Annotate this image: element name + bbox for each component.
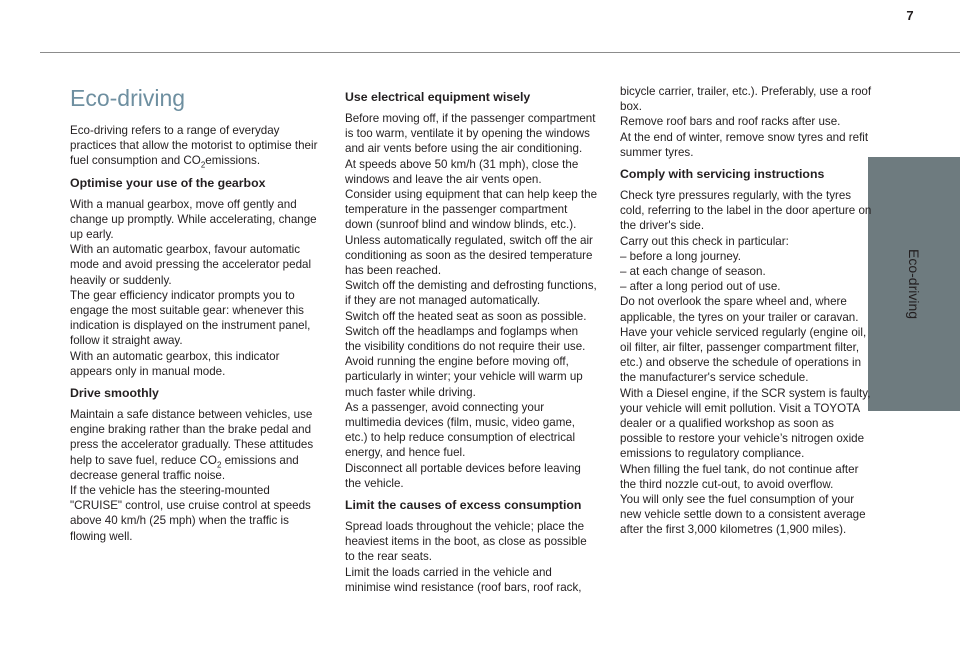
column-right: [620, 84, 872, 544]
intro-subscript: 2: [200, 160, 206, 170]
drive-subscript: 2: [216, 459, 222, 469]
page-title: Eco-driving: [70, 85, 186, 111]
drive-text: Maintain a safe distance between vehicles, use engine braking rather than the brake pedal and press the accelerator gradually. These attitudes help to save fuel, reduce CO: [70, 408, 314, 467]
gearbox-text: With a manual gearbox, move off gently and change up promptly. While accelerating, change up early. With an automatic gearbox, favour automatic mode and avoid pressing the accelerator pedal heavily or suddenly. The gear efficiency indicator prompts you to engage the most suitable gear: whenever this indication is displayed on the instrument panel, follow it straight away. With an automatic gearbox, this indicator appears only in manual mode.: [70, 197, 317, 378]
intro-paragraph: [70, 123, 322, 169]
drive-paragraph: [70, 407, 322, 544]
electrical-text: Before moving off, if the passenger compartment is too warm, ventilate it by opening the windows and air vents before using the air conditioning. At speeds above 50 km/h (31 mph), close the windows and leave the air vents open. Consider using equipment that can help keep the temperature in the passenger compartment down (sunroof blind and window blinds, etc.). Unless automatically regulated, switch off the air conditioning as soon as the desired temperature has been reached. Switch off the demisting and defrosting functions, if they are not managed automatically. Switch off the heated seat as soon as possible. Switch off the headlamps and foglamps when the visibility conditions do not require their use. Avoid running the engine before moving off, particularly in winter; your vehicle will warm up much faster while driving. As a passenger, avoid connecting your multimedia devices (film, music, video game, etc.) to help reduce consumption of electrical energy, and hence fuel. Disconnect all portable devices before leaving the vehicle.: [345, 112, 598, 490]
chapter-tab-label: [868, 159, 960, 409]
continued-text: bicycle carrier, trailer, etc.). Preferably, use a roof box. Remove roof bars and roof racks after use. At the end of winter, remove snow tyres and refit summer tyres.: [620, 85, 872, 159]
servicing-text: Check tyre pressures regularly, with the tyres cold, referring to the label in the door aperture on the driver's side. Carry out this check in particular: – before a long journey. – at each change of season. – after a long period out of use. Do not overlook the spare wheel and, where applicable, the tyres on your trailer or caravan. Have your vehicle serviced regularly (engine oil, oil filter, air filter, passenger compartment filter, etc.) and observe the schedule of operations in the manufacturer's service schedule. With a Diesel engine, if the SCR system is faulty, your vehicle will emit pollution. Visit a TOYOTA dealer or a qualified workshop as soon as possible to restore your vehicle’s nitrogen oxide emissions to regulatory compliance. When filling the fuel tank, do not continue after the third nozzle cut-out, to avoid overflow. You will only see the fuel consumption of your new vehicle settle down to a consistent average after the first 3,000 kilometres (1,900 miles).: [620, 189, 872, 537]
electrical-heading: Use electrical equipment wisely: [345, 90, 531, 104]
intro-text: Eco-driving refers to a range of everyday practices that allow the motorist to optimise their fuel consumption and CO: [70, 124, 318, 168]
page-number: 7: [906, 8, 914, 23]
intro-text-end: emissions.: [205, 154, 261, 168]
servicing-heading: Comply with servicing instructions: [620, 167, 825, 182]
excess-text: Spread loads throughout the vehicle; place the heaviest items in the boot, as close as possible to the rear seats. Limit the loads carried in the vehicle and minimise wind resistance (roof bars, roof rack,: [345, 520, 587, 594]
gearbox-heading: Optimise your use of the gearbox: [70, 175, 266, 190]
header-divider: [40, 52, 960, 53]
drive-text-end: emissions and decrease general traffic noise. If the vehicle has the steering-mounted "CRUISE" control, use cruise control at speeds above 40 km/h (25 mph) when the traffic is flowing well.: [70, 453, 311, 543]
chapter-tab-text: Eco-driving: [906, 248, 922, 320]
column-middle: [345, 85, 597, 601]
column-left: [70, 80, 322, 550]
excess-heading: Limit the causes of excess consumption: [345, 498, 582, 513]
drive-heading: Drive smoothly: [70, 386, 159, 401]
